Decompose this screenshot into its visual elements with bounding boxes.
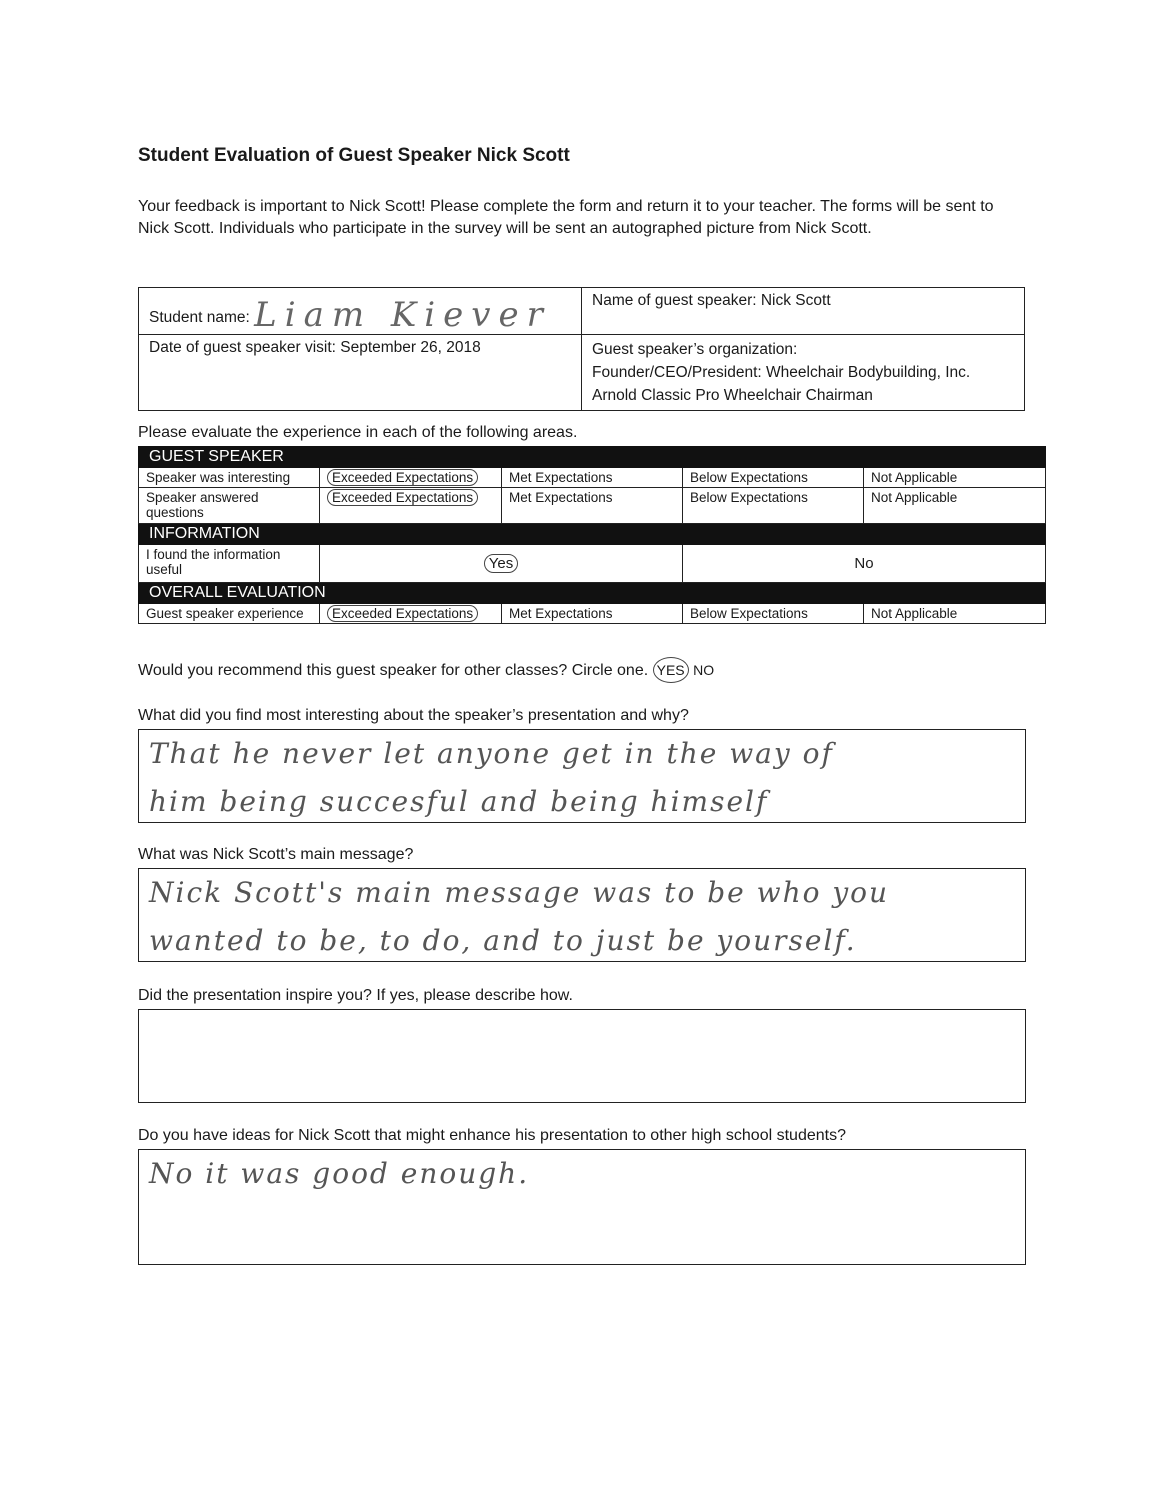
info-table [138, 287, 1025, 411]
q1-answer-line-2: him being succesful and being himself [149, 785, 769, 818]
option-below[interactable]: Below Expectations [683, 604, 864, 624]
option-na[interactable]: Not Applicable [864, 488, 1046, 524]
option-met[interactable]: Met Expectations [502, 468, 683, 488]
option-na[interactable]: Not Applicable [864, 468, 1046, 488]
q1-answer-line-1: That he never let anyone get in the way of [149, 737, 834, 770]
q2-question: What was Nick Scott’s main message? [138, 846, 414, 863]
option-na[interactable]: Not Applicable [864, 604, 1046, 624]
evaluation-table [138, 446, 1046, 624]
row-label-experience: Guest speaker experience [139, 604, 320, 624]
q3-question: Did the presentation inspire you? If yes, please describe how. [138, 987, 573, 1004]
q1-answer-box[interactable] [138, 729, 1026, 823]
student-name-label: Student name: [149, 309, 250, 326]
selected-exceeded: Exceeded Expectations [327, 605, 478, 622]
recommend-yes[interactable]: YES [653, 657, 689, 683]
selected-exceeded: Exceeded Expectations [327, 469, 478, 486]
student-name-value: Liam Kiever [254, 295, 551, 335]
option-exceeded[interactable] [320, 604, 502, 624]
q4-question: Do you have ideas for Nick Scott that might enhance his presentation to other high school students? [138, 1127, 846, 1144]
option-no[interactable]: No [683, 545, 1046, 583]
option-met[interactable]: Met Expectations [502, 604, 683, 624]
option-exceeded[interactable] [320, 488, 502, 524]
recommend-question: Would you recommend this guest speaker for other classes? Circle one. [138, 662, 649, 679]
q4-answer-box[interactable] [138, 1149, 1026, 1265]
selected-exceeded: Exceeded Expectations [327, 489, 478, 506]
org-line-2: Arnold Classic Pro Wheelchair Chairman [592, 387, 873, 404]
option-met[interactable]: Met Expectations [502, 488, 683, 524]
selected-yes: Yes [484, 554, 518, 573]
row-label-answered: Speaker answered questions [139, 488, 320, 524]
form-title: Student Evaluation of Guest Speaker Nick Scott [138, 145, 570, 166]
section-information: INFORMATION [139, 524, 1046, 545]
organization-cell [582, 335, 1025, 411]
option-below[interactable]: Below Expectations [683, 488, 864, 524]
q2-answer-line-1: Nick Scott's main message was to be who you [149, 876, 890, 909]
row-label-interesting: Speaker was interesting [139, 468, 320, 488]
q1-question: What did you find most interesting about the speaker’s presentation and why? [138, 707, 689, 724]
option-yes[interactable] [320, 545, 683, 583]
section-overall: OVERALL EVALUATION [139, 583, 1046, 604]
q3-answer-box[interactable] [138, 1009, 1026, 1103]
visit-date: Date of guest speaker visit: September 26, 2018 [139, 335, 582, 411]
option-below[interactable]: Below Expectations [683, 468, 864, 488]
recommend-question-row [138, 662, 714, 680]
speaker-name: Name of guest speaker: Nick Scott [582, 288, 1025, 335]
section-guest-speaker: GUEST SPEAKER [139, 447, 1046, 468]
org-label: Guest speaker’s organization: [592, 341, 798, 358]
eval-prompt: Please evaluate the experience in each of the following areas. [138, 424, 578, 441]
q4-answer-line-1: No it was good enough. [149, 1157, 530, 1190]
student-name-cell [139, 288, 582, 335]
intro-paragraph: Your feedback is important to Nick Scott! Please complete the form and return it to your teacher. The forms will be sent to Nick Scott. Individuals who participate in the survey will be sent an autographed picture from Nick Scott. [138, 198, 994, 237]
option-exceeded[interactable] [320, 468, 502, 488]
q2-answer-line-2: wanted to be, to do, and to just be yourself. [149, 924, 857, 957]
recommend-no[interactable]: NO [693, 662, 715, 678]
q2-answer-box[interactable] [138, 868, 1026, 962]
row-label-useful: I found the information useful [139, 545, 320, 583]
org-line-1: Founder/CEO/President: Wheelchair Bodybuilding, Inc. [592, 364, 971, 381]
